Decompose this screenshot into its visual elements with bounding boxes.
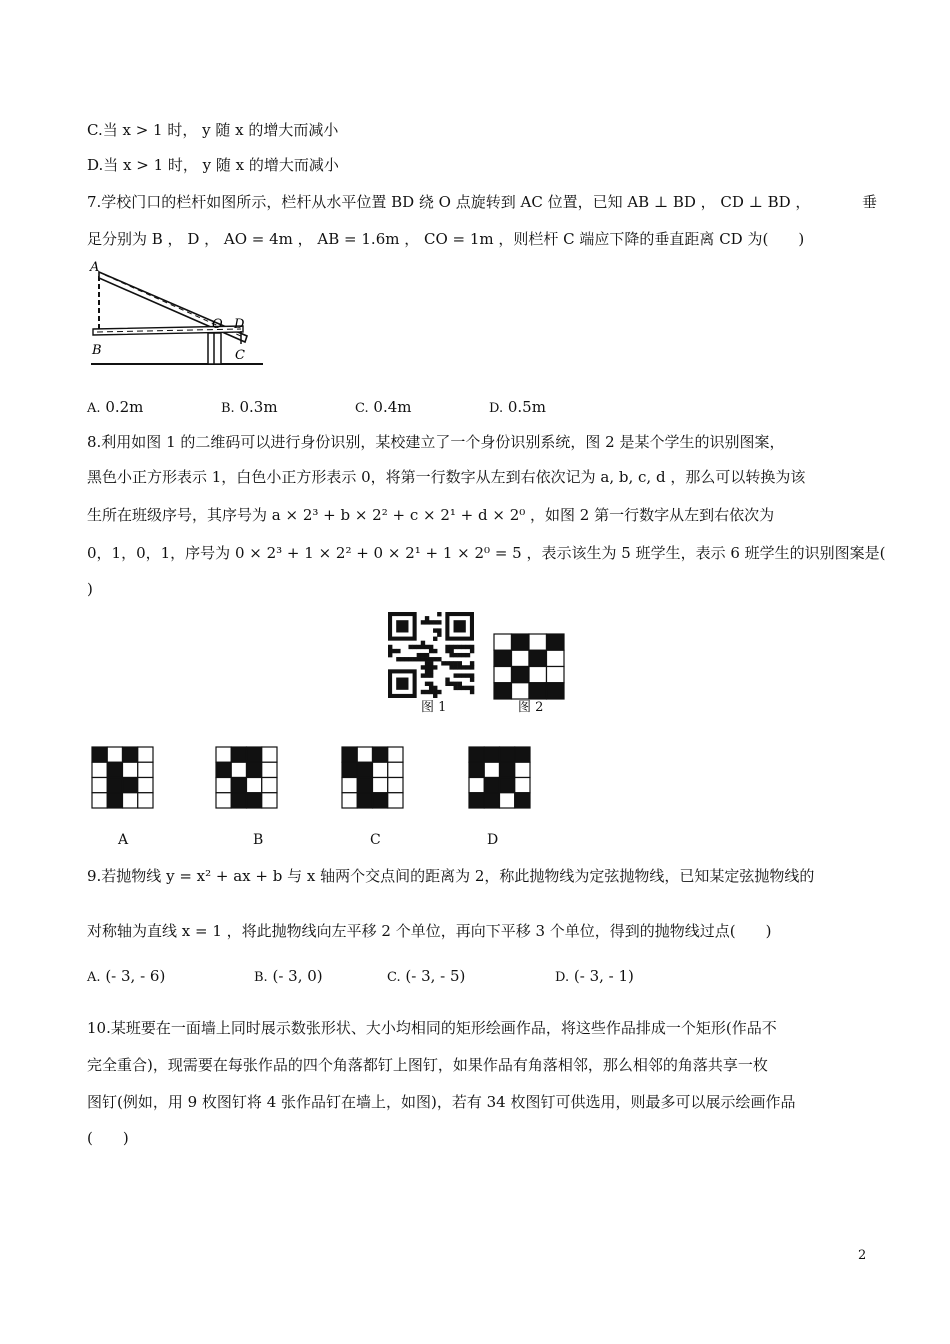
qr-module	[458, 665, 462, 669]
q9-stem-line1: 9.若抛物线 y = x² + ax + b 与 x 轴两个交点间的距离为 2，称此抛物线为定弦抛物线，已知某定弦抛物线的	[87, 867, 815, 885]
black-cell	[357, 778, 372, 793]
qr-module	[454, 673, 458, 677]
label-d: D	[234, 317, 245, 332]
qr-module	[388, 653, 392, 657]
black-cell	[494, 683, 512, 699]
qr-code-figure-1	[386, 612, 476, 698]
qr-module	[429, 620, 433, 624]
white-cell	[373, 778, 388, 793]
white-cell	[138, 762, 153, 777]
qr-module	[425, 657, 429, 661]
black-cell	[373, 747, 388, 762]
q9-option-a[interactable]: A. (- 3, - 6)	[87, 967, 166, 985]
qr-module	[462, 645, 466, 649]
white-cell	[529, 634, 547, 650]
qr-module	[449, 653, 453, 657]
white-cell	[515, 762, 530, 777]
qr-module	[429, 682, 433, 686]
qr-module	[388, 649, 392, 653]
qr-module	[425, 673, 429, 677]
qr-module	[433, 694, 437, 698]
black-cell	[216, 762, 231, 777]
qr-module	[433, 665, 437, 669]
black-cell	[342, 762, 357, 777]
white-cell	[231, 762, 246, 777]
qr-module	[421, 653, 425, 657]
black-cell	[484, 747, 499, 762]
qr-module	[425, 653, 429, 657]
qr-module	[458, 682, 462, 686]
white-cell	[515, 778, 530, 793]
qr-module	[445, 661, 449, 665]
black-cell	[547, 634, 565, 650]
qr-module	[425, 682, 429, 686]
q7-stem-line2: 足分别为 B ， D ， AO = 4m ， AB = 1.6m ， CO = 1m ，则栏杆 C 端应下降的垂直距离 CD 为( )	[87, 230, 805, 248]
qr-module	[470, 678, 474, 682]
qr-module	[417, 645, 421, 649]
qr-module	[392, 649, 396, 653]
white-cell	[247, 778, 262, 793]
qr-module	[454, 645, 458, 649]
q10-stem-line4: ( )	[87, 1129, 129, 1147]
q9-option-b[interactable]: B. (- 3, 0)	[254, 967, 323, 985]
qr-module	[445, 678, 449, 682]
q6-option-c: C.当 x > 1 时， y 随 x 的增大而减小	[87, 121, 339, 139]
black-cell	[247, 747, 262, 762]
white-cell	[138, 747, 153, 762]
black-cell	[500, 778, 515, 793]
qr-module	[454, 653, 458, 657]
qr-module	[470, 690, 474, 694]
q10-stem-line2: 完全重合)，现需要在每张作品的四个角落都钉上图钉，如果作品有角落相邻，那么相邻的角落共享一枚	[87, 1056, 768, 1074]
black-cell	[515, 747, 530, 762]
qr-module	[425, 661, 429, 665]
qr-module	[421, 673, 425, 677]
q6-option-d: D.当 x > 1 时， y 随 x 的增大而减小	[87, 156, 339, 174]
qr-module	[433, 620, 437, 624]
qr-module	[437, 628, 441, 632]
white-cell	[123, 793, 138, 808]
white-cell	[262, 747, 277, 762]
q10-stem-line3: 图钉(例如，用 9 枚图钉将 4 张作品钉在墙上，如图)，若有 34 枚图钉可供选用，则最多可以展示绘画作品	[87, 1093, 796, 1111]
qr-module	[449, 682, 453, 686]
qr-module	[437, 657, 441, 661]
white-cell	[92, 778, 107, 793]
q7-option-d[interactable]: D. 0.5m	[489, 398, 546, 416]
white-cell	[373, 762, 388, 777]
white-cell	[484, 762, 499, 777]
qr-module	[421, 620, 425, 624]
qr-module	[421, 641, 425, 645]
qr-module	[470, 673, 474, 677]
black-cell	[123, 747, 138, 762]
white-cell	[357, 747, 372, 762]
qr-module	[445, 682, 449, 686]
white-cell	[262, 778, 277, 793]
qr-module	[413, 645, 417, 649]
qr-module	[437, 632, 441, 636]
fig1-caption: 图 1	[421, 700, 447, 715]
black-cell	[484, 778, 499, 793]
qr-module	[429, 665, 433, 669]
white-cell	[469, 778, 484, 793]
q7-stem-line1: 7.学校门口的栏杆如图所示，栏杆从水平位置 BD 绕 O 点旋转到 AC 位置，已知 AB ⊥ BD ， CD ⊥ BD ，	[87, 193, 811, 211]
white-cell	[123, 762, 138, 777]
qr-module	[408, 645, 412, 649]
qr-module	[458, 686, 462, 690]
q8-stem-line3: 生所在班级序号，其序号为 a × 2³ + b × 2² + c × 2¹ + d × 2⁰ ，如图 2 第一行数字从左到右依次为	[87, 506, 775, 524]
qr-module	[429, 673, 433, 677]
black-cell	[247, 793, 262, 808]
white-cell	[529, 667, 547, 683]
black-cell	[231, 793, 246, 808]
answer-pattern-d[interactable]	[468, 746, 531, 809]
answer-pattern-b[interactable]	[215, 746, 278, 809]
black-cell	[484, 793, 499, 808]
qr-module	[470, 649, 474, 653]
answer-label-d: D	[487, 832, 499, 848]
q8-stem-line4: 0，1，0，1，序号为 0 × 2³ + 1 × 2² + 0 × 2¹ + 1 × 2⁰ = 5 ，表示该生为 5 班学生，表示 6 班学生的识别图案是(	[87, 544, 886, 562]
black-cell	[529, 650, 547, 666]
qr-module	[437, 690, 441, 694]
black-cell	[107, 762, 122, 777]
q7-stem-line1-end: 垂	[862, 193, 878, 211]
white-cell	[500, 793, 515, 808]
black-cell	[231, 747, 246, 762]
qr-module	[466, 686, 470, 690]
qr-module	[462, 686, 466, 690]
q7-option-c[interactable]: C. 0.4m	[355, 398, 412, 416]
black-cell	[500, 762, 515, 777]
white-cell	[388, 762, 403, 777]
white-cell	[342, 778, 357, 793]
q7-option-a[interactable]: A. 0.2m	[87, 398, 144, 416]
white-cell	[388, 747, 403, 762]
qr-module	[396, 620, 408, 632]
qr-module	[421, 690, 425, 694]
qr-module	[470, 665, 474, 669]
black-cell	[500, 747, 515, 762]
qr-module	[470, 661, 474, 665]
page-number: 2	[858, 1248, 867, 1263]
white-cell	[388, 793, 403, 808]
qr-module	[429, 661, 433, 665]
white-cell	[262, 793, 277, 808]
black-cell	[512, 634, 530, 650]
black-cell	[342, 747, 357, 762]
qr-module	[425, 620, 429, 624]
white-cell	[216, 747, 231, 762]
black-cell	[92, 747, 107, 762]
white-cell	[216, 778, 231, 793]
qr-module	[466, 673, 470, 677]
white-cell	[342, 793, 357, 808]
qr-module	[449, 665, 453, 669]
qr-module	[421, 645, 425, 649]
white-cell	[547, 667, 565, 683]
black-cell	[107, 778, 122, 793]
qr-module	[404, 657, 408, 661]
qr-module	[429, 686, 433, 690]
white-cell	[494, 667, 512, 683]
qr-module	[400, 657, 404, 661]
qr-module	[437, 620, 441, 624]
qr-module	[449, 645, 453, 649]
qr-module	[417, 657, 421, 661]
qr-module	[454, 682, 458, 686]
q8-stem-line1: 8.利用如图 1 的二维码可以进行身份识别，某校建立了一个身份识别系统，图 2 是某个学生的识别图案，	[87, 433, 785, 451]
white-cell	[512, 650, 530, 666]
fig2-caption: 图 2	[518, 700, 544, 715]
qr-module	[396, 678, 408, 690]
answer-label-a: A	[118, 832, 129, 848]
white-cell	[216, 793, 231, 808]
q9-stem-line2: 对称轴为直线 x = 1 ，将此抛物线向左平移 2 个单位，再向下平移 3 个单位，得到的抛物线过点( )	[87, 922, 772, 940]
qr-module	[425, 665, 429, 669]
q7-barrier-figure	[85, 258, 270, 373]
black-cell	[547, 683, 565, 699]
label-c: C	[235, 348, 245, 363]
qr-module	[433, 657, 437, 661]
black-cell	[529, 683, 547, 699]
qr-module	[429, 657, 433, 661]
qr-module	[433, 649, 437, 653]
qr-module	[449, 661, 453, 665]
qr-module	[454, 686, 458, 690]
black-cell	[512, 667, 530, 683]
qr-module	[421, 665, 425, 669]
pattern-figure-2	[493, 633, 565, 700]
qr-module	[458, 653, 462, 657]
qr-module	[396, 657, 400, 661]
answer-label-b: B	[253, 832, 264, 848]
black-cell	[231, 778, 246, 793]
qr-module	[470, 645, 474, 649]
black-cell	[469, 793, 484, 808]
qr-module	[425, 616, 429, 620]
white-cell	[107, 747, 122, 762]
qr-module	[413, 657, 417, 661]
qr-module	[437, 612, 441, 616]
white-cell	[138, 793, 153, 808]
qr-module	[433, 686, 437, 690]
qr-module	[429, 649, 433, 653]
q8-stem-line5: )	[87, 580, 93, 598]
qr-module	[429, 669, 433, 673]
qr-module	[429, 645, 433, 649]
qr-module	[445, 649, 449, 653]
white-cell	[494, 634, 512, 650]
qr-module	[466, 665, 470, 669]
label-a: A	[90, 260, 100, 275]
qr-module	[462, 653, 466, 657]
label-o: O	[212, 317, 223, 332]
qr-module	[470, 686, 474, 690]
q9-option-c[interactable]: C. (- 3, - 5)	[387, 967, 466, 985]
white-cell	[512, 683, 530, 699]
qr-module	[425, 645, 429, 649]
black-cell	[357, 762, 372, 777]
qr-module	[458, 645, 462, 649]
white-cell	[92, 793, 107, 808]
q7-option-b[interactable]: B. 0.3m	[221, 398, 278, 416]
answer-label-c: C	[370, 832, 381, 848]
answer-pattern-a[interactable]	[91, 746, 154, 809]
black-cell	[469, 747, 484, 762]
white-cell	[262, 762, 277, 777]
qr-module	[388, 645, 392, 649]
black-cell	[123, 778, 138, 793]
qr-module	[466, 653, 470, 657]
qr-module	[433, 628, 437, 632]
qr-module	[417, 653, 421, 657]
q8-stem-line2: 黑色小正方形表示 1，白色小正方形表示 0，将第一行数字从左到右依次记为 a, b, c, d ，那么可以转换为该	[87, 468, 806, 486]
answer-pattern-c[interactable]	[341, 746, 404, 809]
qr-module	[458, 661, 462, 665]
black-cell	[373, 793, 388, 808]
qr-module	[445, 645, 449, 649]
qr-module	[454, 661, 458, 665]
qr-module	[454, 620, 466, 632]
qr-module	[458, 673, 462, 677]
qr-module	[425, 669, 429, 673]
black-cell	[494, 650, 512, 666]
qr-module	[466, 645, 470, 649]
white-cell	[547, 650, 565, 666]
white-cell	[138, 778, 153, 793]
q10-stem-line1: 10.某班要在一面墙上同时展示数张形状、大小均相同的矩形绘画作品，将这些作品排成一个矩形(作品不	[87, 1019, 777, 1037]
qr-module	[421, 657, 425, 661]
qr-module	[429, 690, 433, 694]
qr-module	[462, 673, 466, 677]
black-cell	[357, 793, 372, 808]
qr-module	[396, 649, 400, 653]
label-b: B	[92, 343, 102, 358]
white-cell	[388, 778, 403, 793]
qr-module	[441, 661, 445, 665]
black-cell	[515, 793, 530, 808]
qr-module	[462, 665, 466, 669]
qr-module	[449, 649, 453, 653]
black-cell	[107, 793, 122, 808]
qr-module	[433, 690, 437, 694]
black-cell	[469, 762, 484, 777]
qr-module	[425, 690, 429, 694]
qr-module	[433, 637, 437, 641]
qr-module	[454, 665, 458, 669]
black-cell	[247, 762, 262, 777]
white-cell	[92, 762, 107, 777]
q9-option-d[interactable]: D. (- 3, - 1)	[555, 967, 634, 985]
qr-module	[408, 657, 412, 661]
